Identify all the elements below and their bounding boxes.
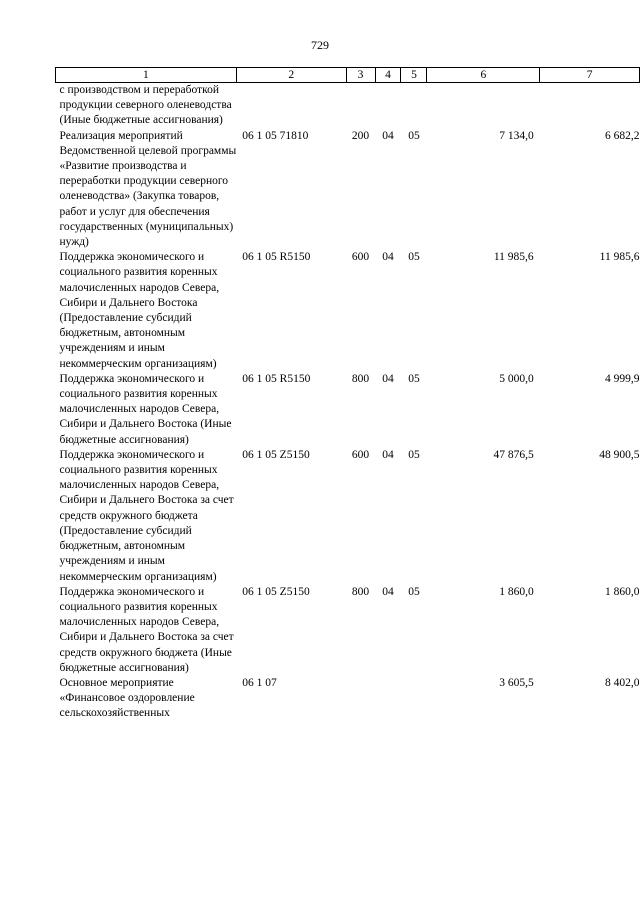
row-col-5 (401, 676, 427, 722)
row-name: с производством и переработкой продукции северного оленеводства (Иные бюджетные ассигнования) (59, 84, 232, 127)
row-col-4: 04 (382, 129, 394, 142)
table-row (56, 129, 640, 251)
row-code (236, 83, 346, 129)
header-col-4: 4 (375, 68, 401, 83)
row-col-3: 600 (351, 251, 370, 264)
row-code: 06 1 05 Z5150 (242, 448, 310, 461)
header-col-3: 3 (346, 68, 375, 83)
row-code: 06 1 05 71810 (242, 129, 309, 142)
row-code: 06 1 05 R5150 (242, 251, 311, 264)
row-name: Основное мероприятие «Финансовое оздоровление сельскохозяйственных (59, 676, 195, 720)
header-col-7: 7 (540, 68, 640, 83)
row-value-6: 5 000,0 (499, 372, 534, 385)
row-col-4: 04 (382, 251, 394, 264)
row-name: Реализация мероприятий Ведомственной целевой программы «Развитие производства и переработки продукции северного оленеводства» (Закупка товаров, работ и услуг для обеспечения государственных (муниципальных) нужд) (59, 129, 237, 249)
row-col-4 (375, 676, 401, 722)
row-name: Поддержка экономического и социального развития коренных малочисленных народов Севера, Сибири и Дальнего Востока за счет средств окружного бюджета (Иные бюджетные ассигнования) (59, 585, 234, 674)
row-value-6: 47 876,5 (493, 448, 534, 461)
table-row (56, 372, 640, 448)
row-value-6: 1 860,0 (499, 585, 534, 598)
row-value-7: 1 860,0 (605, 585, 640, 598)
row-value-6: 7 134,0 (499, 129, 534, 142)
table-row (56, 250, 640, 372)
header-row (56, 68, 640, 83)
row-value-7 (540, 83, 640, 129)
row-col-5 (401, 83, 427, 129)
row-col-3 (346, 676, 375, 722)
row-col-4: 04 (382, 448, 394, 461)
row-col-3: 200 (351, 129, 370, 142)
row-col-4 (375, 83, 401, 129)
header-col-1: 1 (56, 68, 237, 83)
row-col-3 (346, 83, 375, 129)
row-col-5: 05 (408, 251, 420, 264)
budget-table (55, 67, 640, 722)
table-row (56, 83, 640, 129)
row-code: 06 1 07 (242, 676, 277, 689)
row-value-7: 48 900,5 (599, 448, 640, 461)
row-col-3: 800 (351, 585, 370, 598)
row-value-7: 8 402,0 (605, 676, 640, 689)
row-col-5: 05 (408, 585, 420, 598)
row-col-5: 05 (408, 372, 420, 385)
row-name: Поддержка экономического и социального развития коренных малочисленных народов Севера, Сибири и Дальнего Востока (Иные бюджетные ассигнования) (59, 372, 232, 446)
row-code: 06 1 05 R5150 (242, 372, 311, 385)
row-value-7: 6 682,2 (605, 129, 640, 142)
table-row (56, 448, 640, 585)
header-col-5: 5 (401, 68, 427, 83)
row-col-4: 04 (382, 372, 394, 385)
row-code: 06 1 05 Z5150 (242, 585, 310, 598)
row-value-7: 11 985,6 (599, 251, 640, 264)
row-col-3: 600 (351, 448, 370, 461)
row-value-6: 11 985,6 (493, 251, 534, 264)
row-value-7: 4 999,9 (605, 372, 640, 385)
row-value-6 (427, 83, 540, 129)
table-row (56, 676, 640, 722)
row-name: Поддержка экономического и социального развития коренных малочисленных народов Севера, Сибири и Дальнего Востока за счет средств окружного бюджета (Предоставление субсидий бюджетным, автономным учреждениям и иным некоммерческим организациям) (59, 448, 234, 583)
row-col-5: 05 (408, 129, 420, 142)
table-row (56, 585, 640, 676)
row-col-3: 800 (351, 372, 370, 385)
page-number: 729 (311, 38, 329, 52)
row-name: Поддержка экономического и социального развития коренных малочисленных народов Севера, Сибири и Дальнего Востока (Предоставление субсидий бюджетным, автономным учреждениям и иным некоммерческим организациям) (59, 251, 220, 370)
row-col-5: 05 (408, 448, 420, 461)
row-col-4: 04 (382, 585, 394, 598)
header-col-2: 2 (236, 68, 346, 83)
header-col-6: 6 (427, 68, 540, 83)
row-value-6: 3 605,5 (499, 676, 534, 689)
